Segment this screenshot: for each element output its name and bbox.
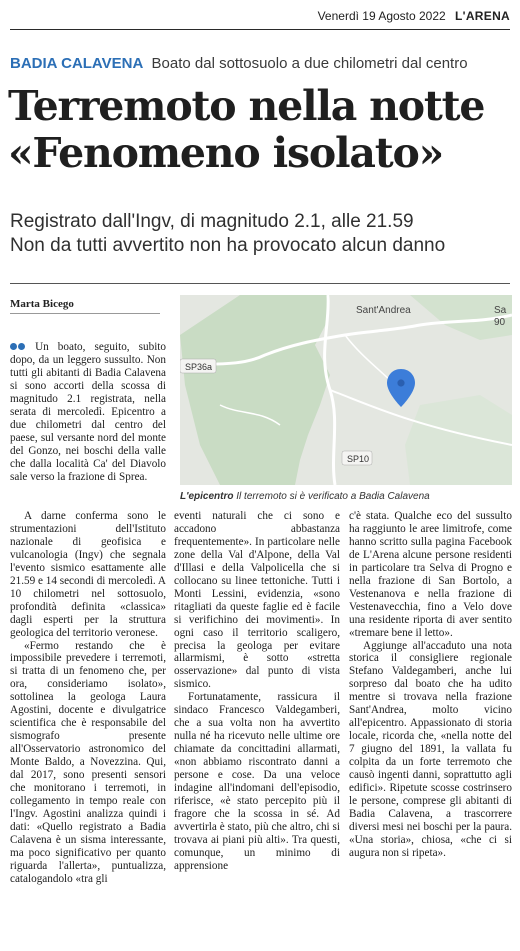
place-label-sant-andrea: Sant'Andrea xyxy=(356,305,411,316)
map-caption xyxy=(180,491,512,502)
blue-bullet-icon xyxy=(18,343,25,350)
byline: Marta Bicego xyxy=(10,298,74,310)
place-label-partial: Sa xyxy=(494,305,507,316)
article-column-1-top xyxy=(10,341,166,483)
paragraph: «Fermo restando che è impossibile prevedere i terremoti, si tratta di un fenomeno che, per ora, consideriamo isolato», sottolinea la geologa Laura Agostini, docente e divulgatrice scientifica che è responsabile del sismografo presente all'Osservatorio astronomico del Monte Baldo, a Novezzina. Qui, dal 2017, sono presenti sensori che monitorano i terremoti, in collegamento in tempo reale con l'Ingv. Agostini analizza quindi i dati: «Quello registrato a Badia Calavena è un sisma interessante, ma poco significativo per quanto riguarda l'allerta», puntualizza, catalogandolo «tra gli xyxy=(10,639,166,885)
road-label-sp10: SP10 xyxy=(347,454,370,464)
paragraph: A darne conferma sono le strumentazioni dell'Istituto nazionale di geofisica e vulcanologia (Ingv) che segnala l'evento sismico esattamente alle 21.59 e 14 secondi di mercoledì. A 10 chilometri nel sottosuolo, profondità definita «classica» dagli esperti per la struttura geologica del territorio veronese. xyxy=(10,510,166,639)
subheadline-line-1: Registrato dall'Ingv, di magnitudo 2.1, alle 21.59 xyxy=(10,211,414,232)
caption-lead: L'epicentro xyxy=(180,491,234,502)
page-header xyxy=(0,0,520,30)
paragraph-text: Un boato, seguito, subito dopo, da un leggero sussulto. Non tutti gli abitanti di Badia Calavena si sono accorti della scossa di magnitudo 2.1 registrata, nella serata di mercoledì. Epicentro a due chilometri dal centro del paese, sul versante nord del monte del Gonzo, nei boschi della valle che dalla località Ca' del Diavolo sale verso la frazione di Sprea. xyxy=(10,341,167,483)
caption-text: Il terremoto si è verificato a Badia Calavena xyxy=(236,491,430,502)
newspaper-name: L'ARENA xyxy=(455,9,510,23)
place-label-number: 90 xyxy=(494,317,506,328)
headline xyxy=(8,83,513,177)
headline-line-1: Terremoto nella notte xyxy=(8,82,485,130)
headline-line-2: «Fenomeno isolato» xyxy=(8,129,444,177)
kicker-text: Boato dal sottosuolo a due chilometri dal centro xyxy=(151,55,468,72)
paragraph: c'è stata. Qualche eco del sussulto ha raggiunto le aree limitrofe, come hanno scritto sulla pagina Facebook de L'Arena alcune persone residenti in particolare tra Selva di Progno e nella frazione di San Bortolo, a Vestenanova e nella frazione di Vestenavecchia, fino a Velo dove una residente riporta di aver sentito «tremare bene il letto». xyxy=(349,510,512,639)
kicker-place: BADIA CALAVENA xyxy=(10,55,144,72)
header-rule xyxy=(10,29,510,30)
paragraph: Fortunatamente, rassicura il sindaco Francesco Valdegamberi, che a sua volta non ha avvertito nulla né ha ricevuto nelle ultime ore chiamate da concittadini allarmati, «non abbiamo riscontrato danni a persone e cose. Da una veloce indagine all'indomani dell'episodio, riferisce, «è stato percepito più il fragore che la scossa in sé. Ad avvertirla è stato, più che altro, chi si trovava ai piani più alti». Tra questi, comunque, un minimo di apprensione xyxy=(174,691,340,872)
subheadline xyxy=(10,210,515,258)
byline-rule xyxy=(10,313,160,314)
article-column-1-bottom xyxy=(10,510,166,886)
dateline xyxy=(318,9,510,23)
article-column-2 xyxy=(174,510,340,873)
kicker xyxy=(10,55,468,72)
issue-date: Venerdì 19 Agosto 2022 xyxy=(317,9,446,23)
section-rule xyxy=(10,283,510,284)
blue-bullet-icon xyxy=(10,343,17,350)
epicenter-map xyxy=(180,295,512,485)
map-graphic xyxy=(180,295,512,485)
subheadline-line-2: Non da tutti avvertito non ha provocato alcun danno xyxy=(10,235,446,256)
road-label-sp36a: SP36a xyxy=(185,362,213,372)
article-column-3 xyxy=(349,510,512,860)
paragraph: eventi naturali che ci sono e accadono abbastanza frequentemente». In particolare nelle zone della Val d'Alpone, della Val d'Illasi e della Valpolicella che si collocano su linee tettoniche. Tutti i Monti Lessini, evidenzia, «sono ritagliati da queste faglie ed è facile si verifichino dei movimenti». In ogni caso il territorio scaligero, precisa la geologa per evitare allarmismi, è sotto «stretta osservazione» dal punto di vista sismico. xyxy=(174,510,340,691)
paragraph xyxy=(10,341,166,483)
paragraph: Aggiunge all'accaduto una nota storica il consigliere regionale Stefano Valdegamberi, anche lui sorpreso dal boato che ha udito mentre si trovava nella frazione Sant'Andrea, molto vicino all'epicentro. Appassionato di storia locale, ricorda che, «nella notte del 7 giugno del 1891, la vallata fu colpita da un forte terremoto che causò ingenti danni, soprattutto agli edifici». Ripetute scosse costrinsero le persone, comprese gli abitanti di Badia Calavena, a trascorrere diversi mesi nei boschi per la paura. «Una storia», chiosa, «che ci si augura non si ripeta». xyxy=(349,639,512,859)
